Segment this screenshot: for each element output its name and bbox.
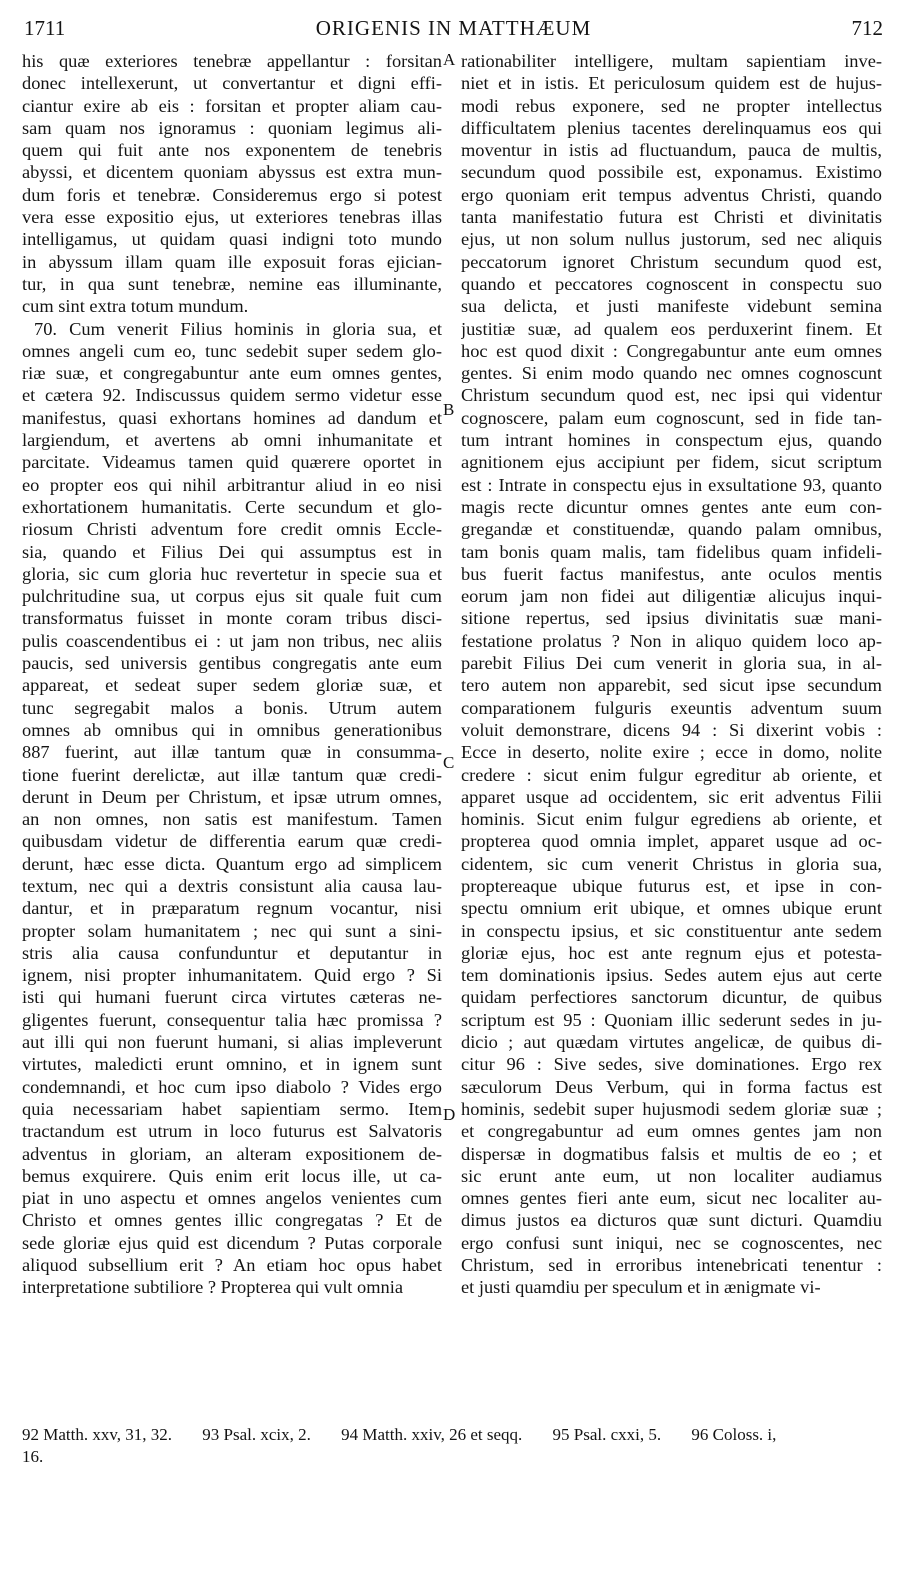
- text-line: quando et peccatores cognoscent in conspectu suo: [461, 273, 882, 294]
- text-line: derunt in Deum per Christum, et ipsæ utrum omnes,: [22, 786, 442, 807]
- text-line: apparet usque ad occidentem, sic erit adventus Filii: [461, 786, 882, 807]
- text-line: appareat, et sedeat super sedem gloriæ suæ, et: [22, 675, 442, 696]
- text-line: ergo quoniam erit tempus adventus Christi, quando: [461, 184, 882, 205]
- text-line: sua delicta, et justi manifeste videbunt semina: [461, 296, 882, 317]
- text-line: condemnandi, et hoc cum ipso diabolo ? Vides ergo: [22, 1076, 442, 1097]
- text-line: dispersæ in dogmatibus falsis et multis de eo ; et: [461, 1143, 882, 1164]
- text-line: citur 96 : Sive sedes, sive dominationes. Ergo rex: [461, 1054, 882, 1075]
- margin-marker-d: D: [443, 1105, 456, 1124]
- text-line: pulchritudine sua, ut corpus ejus sit quale fuit cum: [22, 586, 442, 607]
- text-line: isti qui humani fuerunt circa virtutes cæteras ne-: [22, 987, 442, 1008]
- text-line: omnes gentes fieri ante eum, sicut nec localiter au-: [461, 1188, 882, 1209]
- text-line: gloriæ ejus, hoc est ante regnum ejus et potesta-: [461, 942, 882, 963]
- text-line: credere : sicut enim fulgur egreditur ab oriente, et: [461, 764, 882, 785]
- text-line: Ecce in deserto, nolite exire ; ecce in domo, nolite: [461, 742, 882, 763]
- margin-marker-c: C: [443, 753, 455, 772]
- text-line: quidam perfectiores sanctorum dicuntur, de quibus: [461, 987, 882, 1008]
- text-line: virtutes, maledicti erunt omnino, et in ignem sunt: [22, 1054, 442, 1075]
- text-line: an non omnes, non satis est manifestum. Tamen: [22, 809, 442, 830]
- text-line: gloria, sic cum gloria huc revertetur in specie sua et: [22, 563, 442, 584]
- text-line: derunt, hæc esse dicta. Quantum ergo ad simplicem: [22, 853, 442, 874]
- text-line: tractandum est utrum in loco futurus est Salvatoris: [22, 1121, 442, 1142]
- text-line: sæculorum Deus Verbum, qui in forma factus est: [461, 1076, 882, 1097]
- text-line: moventur in istis ad fluctuandum, pauca de multis,: [461, 140, 882, 161]
- text-line: intelligamus, ut quidam quasi indigni toto mundo: [22, 229, 442, 250]
- text-line: ignem, nisi propter inhumanitatem. Quid ergo ? Si: [22, 965, 442, 986]
- text-line: scriptum est 95 : Quoniam illic sederunt sedes in ju-: [461, 1009, 882, 1030]
- text-line: tanta manifestatio futura est Christi et divinitatis: [461, 207, 882, 228]
- right-column: [461, 50, 882, 1299]
- text-line: riæ suæ, et congregabuntur ante eum omnes gentes,: [22, 363, 442, 384]
- text-line: vera esse expositio ejus, ut exteriores tenebras illas: [22, 207, 442, 228]
- text-line: secundum quod possibile est, exponamus. Existimo: [461, 162, 882, 183]
- text-line: ciantur exire ab eis : forsitan et propter aliam cau-: [22, 95, 442, 116]
- text-line: tunc segregabit malos a bonis. Utrum autem: [22, 697, 442, 718]
- text-line: quem qui fuit ante nos exponentem de tenebris: [22, 140, 442, 161]
- footnote-94: 94 Matth. xxiv, 26 et seqq.: [341, 1425, 523, 1444]
- text-line: textum, nec qui a dextris consistunt alia causa lau-: [22, 875, 442, 896]
- left-column: [22, 50, 442, 1299]
- text-line: festatione prolatus ? Non in aliquo quidem loco ap-: [461, 630, 882, 651]
- text-line: gentes. Si enim modo quando nec omnes cognoscunt: [461, 363, 882, 384]
- text-line: tur, in qua sunt tenebræ, nemine eas illuminante,: [22, 273, 442, 294]
- page-number-right: 712: [851, 16, 883, 40]
- text-line: magis recte dicuntur omnes gentes ante eum con-: [461, 496, 882, 517]
- text-line: Christum, sed in erroribus intenebricati tenentur :: [461, 1255, 882, 1276]
- text-line: tione fuerint derelictæ, aut illæ tantum quæ credi-: [22, 764, 442, 785]
- text-line: hominis. Sicut enim fulgur egrediens ab oriente, et: [461, 809, 882, 830]
- text-line: omnes angeli cum eo, tunc sedebit super sedem glo-: [22, 340, 442, 361]
- text-line: pulis coascendentibus ei : ut jam non tribus, nec aliis: [22, 630, 442, 651]
- text-line: abyssi, et dicentem quoniam abyssus est extra mun-: [22, 162, 442, 183]
- text-line: sic erunt ante eum, ut non localiter audiamus: [461, 1165, 882, 1186]
- footnote-92: 92 Matth. xxv, 31, 32.: [22, 1425, 173, 1444]
- text-line: parebit Filius Dei cum venerit in gloria sua, in al-: [461, 653, 882, 674]
- text-line: in abyssum illam quam ille exposuit foras ejician-: [22, 251, 442, 272]
- text-line: transformatus fuisset in monte coram tribus disci-: [22, 608, 442, 629]
- text-line: et cætera 92. Indiscussus quidem sermo videtur esse: [22, 385, 442, 406]
- text-line: donec intellexerunt, ut convertantur et digni effi-: [22, 73, 442, 94]
- text-line: tem dominationis ipsius. Sedes autem ejus aut certe: [461, 965, 882, 986]
- text-line: sitione repertus, sed ipsius divinitatis suæ mani-: [461, 608, 882, 629]
- running-title: ORIGENIS IN MATTHÆUM: [315, 16, 592, 40]
- text-line: in conspectu ipsius, et sic constituentur ante sedem: [461, 920, 882, 941]
- margin-marker-b: B: [443, 400, 455, 419]
- footnote-96-continued: 16.: [22, 1447, 44, 1466]
- text-line: agnitionem ejus accipiunt per fidem, sicut scriptum: [461, 452, 882, 473]
- text-line: dicio ; aut quædam virtutes angelicæ, de quibus di-: [461, 1032, 882, 1053]
- text-line: omnes ab omnibus qui in omnibus generationibus: [22, 719, 442, 740]
- page-number-left: 1711: [24, 16, 66, 40]
- text-line: peccatorum ignoret Christum secundum quod est,: [461, 251, 882, 272]
- text-line: dimus justos ea dicturos quæ sunt dicturi. Quamdiu: [461, 1210, 882, 1231]
- text-line: paucis, sed universis gentibus congregatis ante eum: [22, 653, 442, 674]
- text-line: proptereaque ubique futurus est, et ipse in con-: [461, 875, 882, 896]
- text-line: modi rebus exponere, sed ne propter intellectus: [461, 95, 882, 116]
- margin-marker-a: A: [443, 50, 456, 69]
- text-line: niet et in istis. Et periculosum quidem est de hujus-: [461, 73, 882, 94]
- running-header: [24, 16, 883, 44]
- text-line: ergo confusi sunt iniqui, nec se cognoscentes, nec: [461, 1232, 882, 1253]
- text-line: gligentes fuerunt, consequentur talia hæc promissa ?: [22, 1009, 442, 1030]
- text-line: eo propter eos qui nihil arbitrantur aliud in eo nisi: [22, 474, 442, 495]
- text-line: riosum Christi adventum fore credit omnis Eccle-: [22, 519, 442, 540]
- text-line: adventus in gloriam, an alteram expositionem de-: [22, 1143, 442, 1164]
- text-line: difficultatem plenius tacentes derelinquamus eos qui: [461, 117, 882, 138]
- text-line: aut illi qui non fuerunt humani, si alias impleverunt: [22, 1032, 442, 1053]
- text-line: dum foris et tenebræ. Consideremus ergo si potest: [22, 184, 442, 205]
- text-line: piat in uno aspectu et omnes angelos venientes cum: [22, 1188, 442, 1209]
- text-line: parcitate. Videamus tamen quid quærere oportet in: [22, 452, 442, 473]
- text-line: bemus exquirere. Quis enim erit locus ille, ut ca-: [22, 1165, 442, 1186]
- text-line: sia, quando et Filius Dei qui assumptus est in: [22, 541, 442, 562]
- text-line: hoc est quod dixit : Congregabuntur ante eum omnes: [461, 340, 882, 361]
- text-line: manifestus, quasi exhortans homines ad dandum et: [22, 407, 442, 428]
- text-line: Christo et omnes gentes illic congregatas ? Et de: [22, 1210, 442, 1231]
- footnote-93: 93 Psal. xcix, 2.: [202, 1425, 311, 1444]
- text-line: sede gloriæ ejus quid est dicendum ? Putas corporale: [22, 1232, 442, 1253]
- text-line: bus fuerit factus manifestus, ante oculos mentis: [461, 563, 882, 584]
- text-line: tum intrant homines in conspectum ejus, quando: [461, 430, 882, 451]
- text-line: justitiæ suæ, ad qualem eos perduxerint finem. Et: [461, 318, 882, 339]
- text-line: stris alia causa confunduntur et deputantur in: [22, 942, 442, 963]
- text-line: Christum secundum quod est, nec ipsi qui videntur: [461, 385, 882, 406]
- text-line: quia necessariam habet sapientiam sermo. Item: [22, 1098, 442, 1119]
- text-line: sam quam nos ignoramus : quoniam legimus ali-: [22, 117, 442, 138]
- text-line: propterea quod omnia implet, apparet usque ad oc-: [461, 831, 882, 852]
- text-line: hominis, sedebit super hujusmodi sedem gloriæ suæ ;: [461, 1098, 882, 1119]
- text-line: spectu omnium erit ubique, et omnes ubique erunt: [461, 898, 882, 919]
- text-line: gregandæ et constituendæ, quando palam omnibus,: [461, 519, 882, 540]
- text-line: exhortationem humanitatis. Certe secundum et glo-: [22, 496, 442, 517]
- text-line: comparationem fulguris exeuntis adventum suum: [461, 697, 882, 718]
- text-line: rationabiliter intelligere, multam sapientiam inve-: [461, 51, 882, 71]
- text-line: 70. Cum venerit Filius hominis in gloria sua, et: [34, 318, 442, 339]
- footnotes: [22, 1424, 884, 1468]
- text-line: cidentem, sic cum venerit Christus in gloria sua,: [461, 853, 882, 874]
- text-line: 887 fuerint, aut illæ tantum quæ in consumma-: [22, 742, 442, 763]
- text-line: eorum jam non fidei aut diligentiæ alicujus inqui-: [461, 586, 882, 607]
- text-line: et justi quamdiu per speculum et in ænigmate vi-: [461, 1277, 821, 1298]
- footnote-96: 96 Coloss. i,: [691, 1425, 777, 1444]
- text-line: est : Intrate in conspectu ejus in exsultatione 93, quanto: [461, 474, 882, 495]
- text-line: cognoscere, palam eum cognoscunt, sed in fide tan-: [461, 407, 882, 428]
- text-line: tam bonis quam malis, tam fidelibus quam infideli-: [461, 541, 882, 562]
- text-line: et congregabuntur ad eum omnes gentes jam non: [461, 1121, 882, 1142]
- text-line: largiendum, et avertens ab omni inhumanitate et: [22, 430, 442, 451]
- text-line: aliquod subsellium erit ? An etiam hoc opus habet: [22, 1255, 442, 1276]
- text-line: cum sint extra totum mundum.: [22, 296, 249, 317]
- text-line: ejus, ut non solum nullus justorum, sed nec aliquis: [461, 229, 882, 250]
- text-line: voluit demonstrare, dicens 94 : Si dixerint vobis :: [461, 719, 882, 740]
- text-line: his quæ exteriores tenebræ appellantur : forsitan: [22, 51, 442, 71]
- footnote-95: 95 Psal. cxxi, 5.: [552, 1425, 662, 1444]
- text-line: tero autem non apparebit, sed sicut ipse secundum: [461, 675, 882, 696]
- text-line: interpretatione subtiliore ? Propterea qui vult omnia: [22, 1277, 403, 1298]
- text-line: propter solam humanitatem ; nec qui sunt a sini-: [22, 920, 442, 941]
- text-line: dantur, et in præparatum regnum vocantur, nisi: [22, 898, 442, 919]
- text-line: quibusdam videtur de differentia earum quæ credi-: [22, 831, 442, 852]
